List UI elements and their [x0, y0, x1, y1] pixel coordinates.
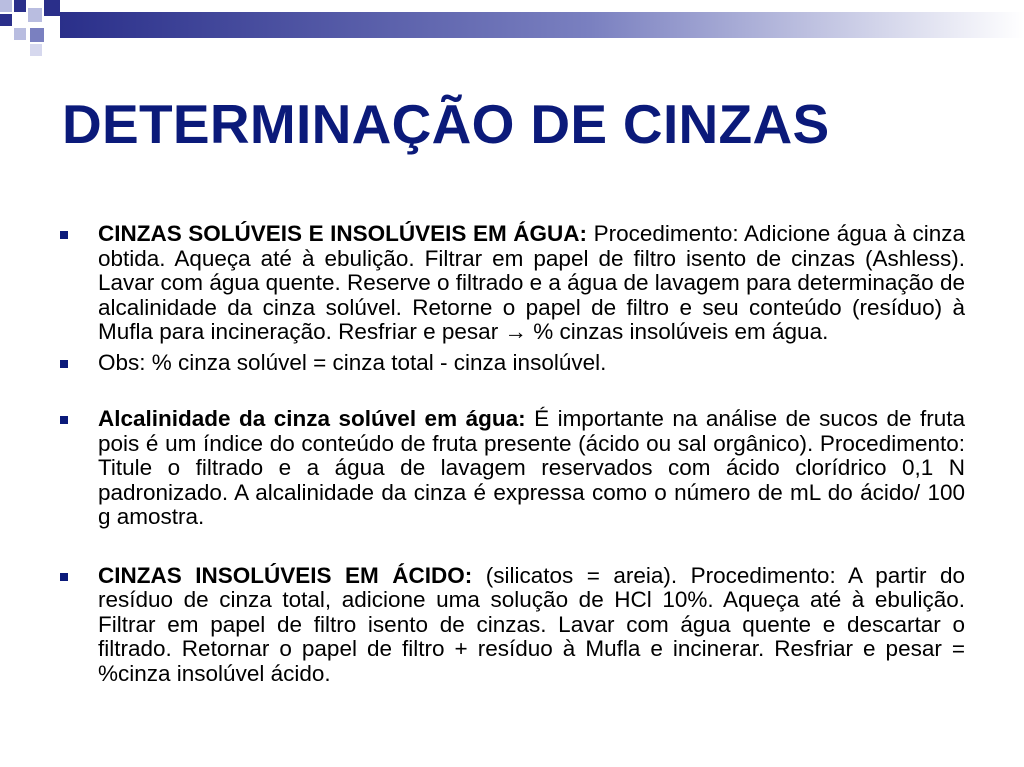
- decor-square: [30, 44, 42, 56]
- bullet-heading: Alcalinidade da cinza solúvel em água:: [98, 406, 526, 431]
- square-bullet-icon: [60, 231, 68, 239]
- square-bullet-icon: [60, 573, 68, 581]
- decor-square: [14, 28, 26, 40]
- square-bullet-icon: [60, 360, 68, 368]
- bullet-text: (silicatos = areia). Procedimento: A partir do resíduo de cinza total, adicione uma solução de HCl 10%. Aqueça até à ebulição. Filtrar em papel de filtro isento de cinzas. Lavar com água quente e descartar o filtrado. Retornar o papel de filtro + resíduo à Mufla e incinerar. Resfriar e pesar = %cinza insolúvel ácido.: [98, 562, 965, 686]
- bullet-item: [60, 222, 965, 345]
- bullet-heading: CINZAS INSOLÚVEIS EM ÁCIDO:: [98, 562, 473, 588]
- bullet-item: [60, 407, 965, 530]
- decor-square: [30, 28, 44, 42]
- decor-square: [28, 8, 42, 22]
- bullet-text: Procedimento: Adicione água à cinza obtida. Aqueça até à ebulição. Filtrar em papel de filtro isento de cinzas (Ashless). Lavar com água quente. Reserve o filtrado e a água de lavagem para determinação de alcalinidade da cinza solúvel. Retorne o papel de filtro e seu conteúdo (resíduo) à Mufla para incineração. Resfriar e pesar → % cinzas insolúveis em água.: [98, 221, 965, 344]
- bullet-list: [60, 222, 965, 686]
- bullet-text: Obs: % cinza solúvel = cinza total - cinza insolúvel.: [98, 349, 607, 375]
- decor-square: [0, 0, 12, 12]
- decor-square: [44, 0, 60, 16]
- decor-square: [14, 0, 26, 12]
- bullet-text: É importante na análise de sucos de fruta pois é um índice do conteúdo de fruta presente (ácido ou sal orgânico). Procedimento: Titule o filtrado e a água de lavagem reservados com ácido clorídrico 0,1 N padronizado. A alcalinidade da cinza é expressa como o número de mL do ácido/ 100 g amostra.: [98, 406, 965, 529]
- square-bullet-icon: [60, 416, 68, 424]
- slide-title: DETERMINAÇÃO DE CINZAS: [62, 93, 830, 155]
- decor-gradient-bar: [60, 12, 1024, 38]
- slide-header-decoration: [0, 0, 1024, 60]
- bullet-item: [60, 564, 965, 687]
- bullet-item: [60, 351, 965, 376]
- bullet-heading: CINZAS SOLÚVEIS E INSOLÚVEIS EM ÁGUA:: [98, 221, 588, 246]
- decor-square: [0, 14, 12, 26]
